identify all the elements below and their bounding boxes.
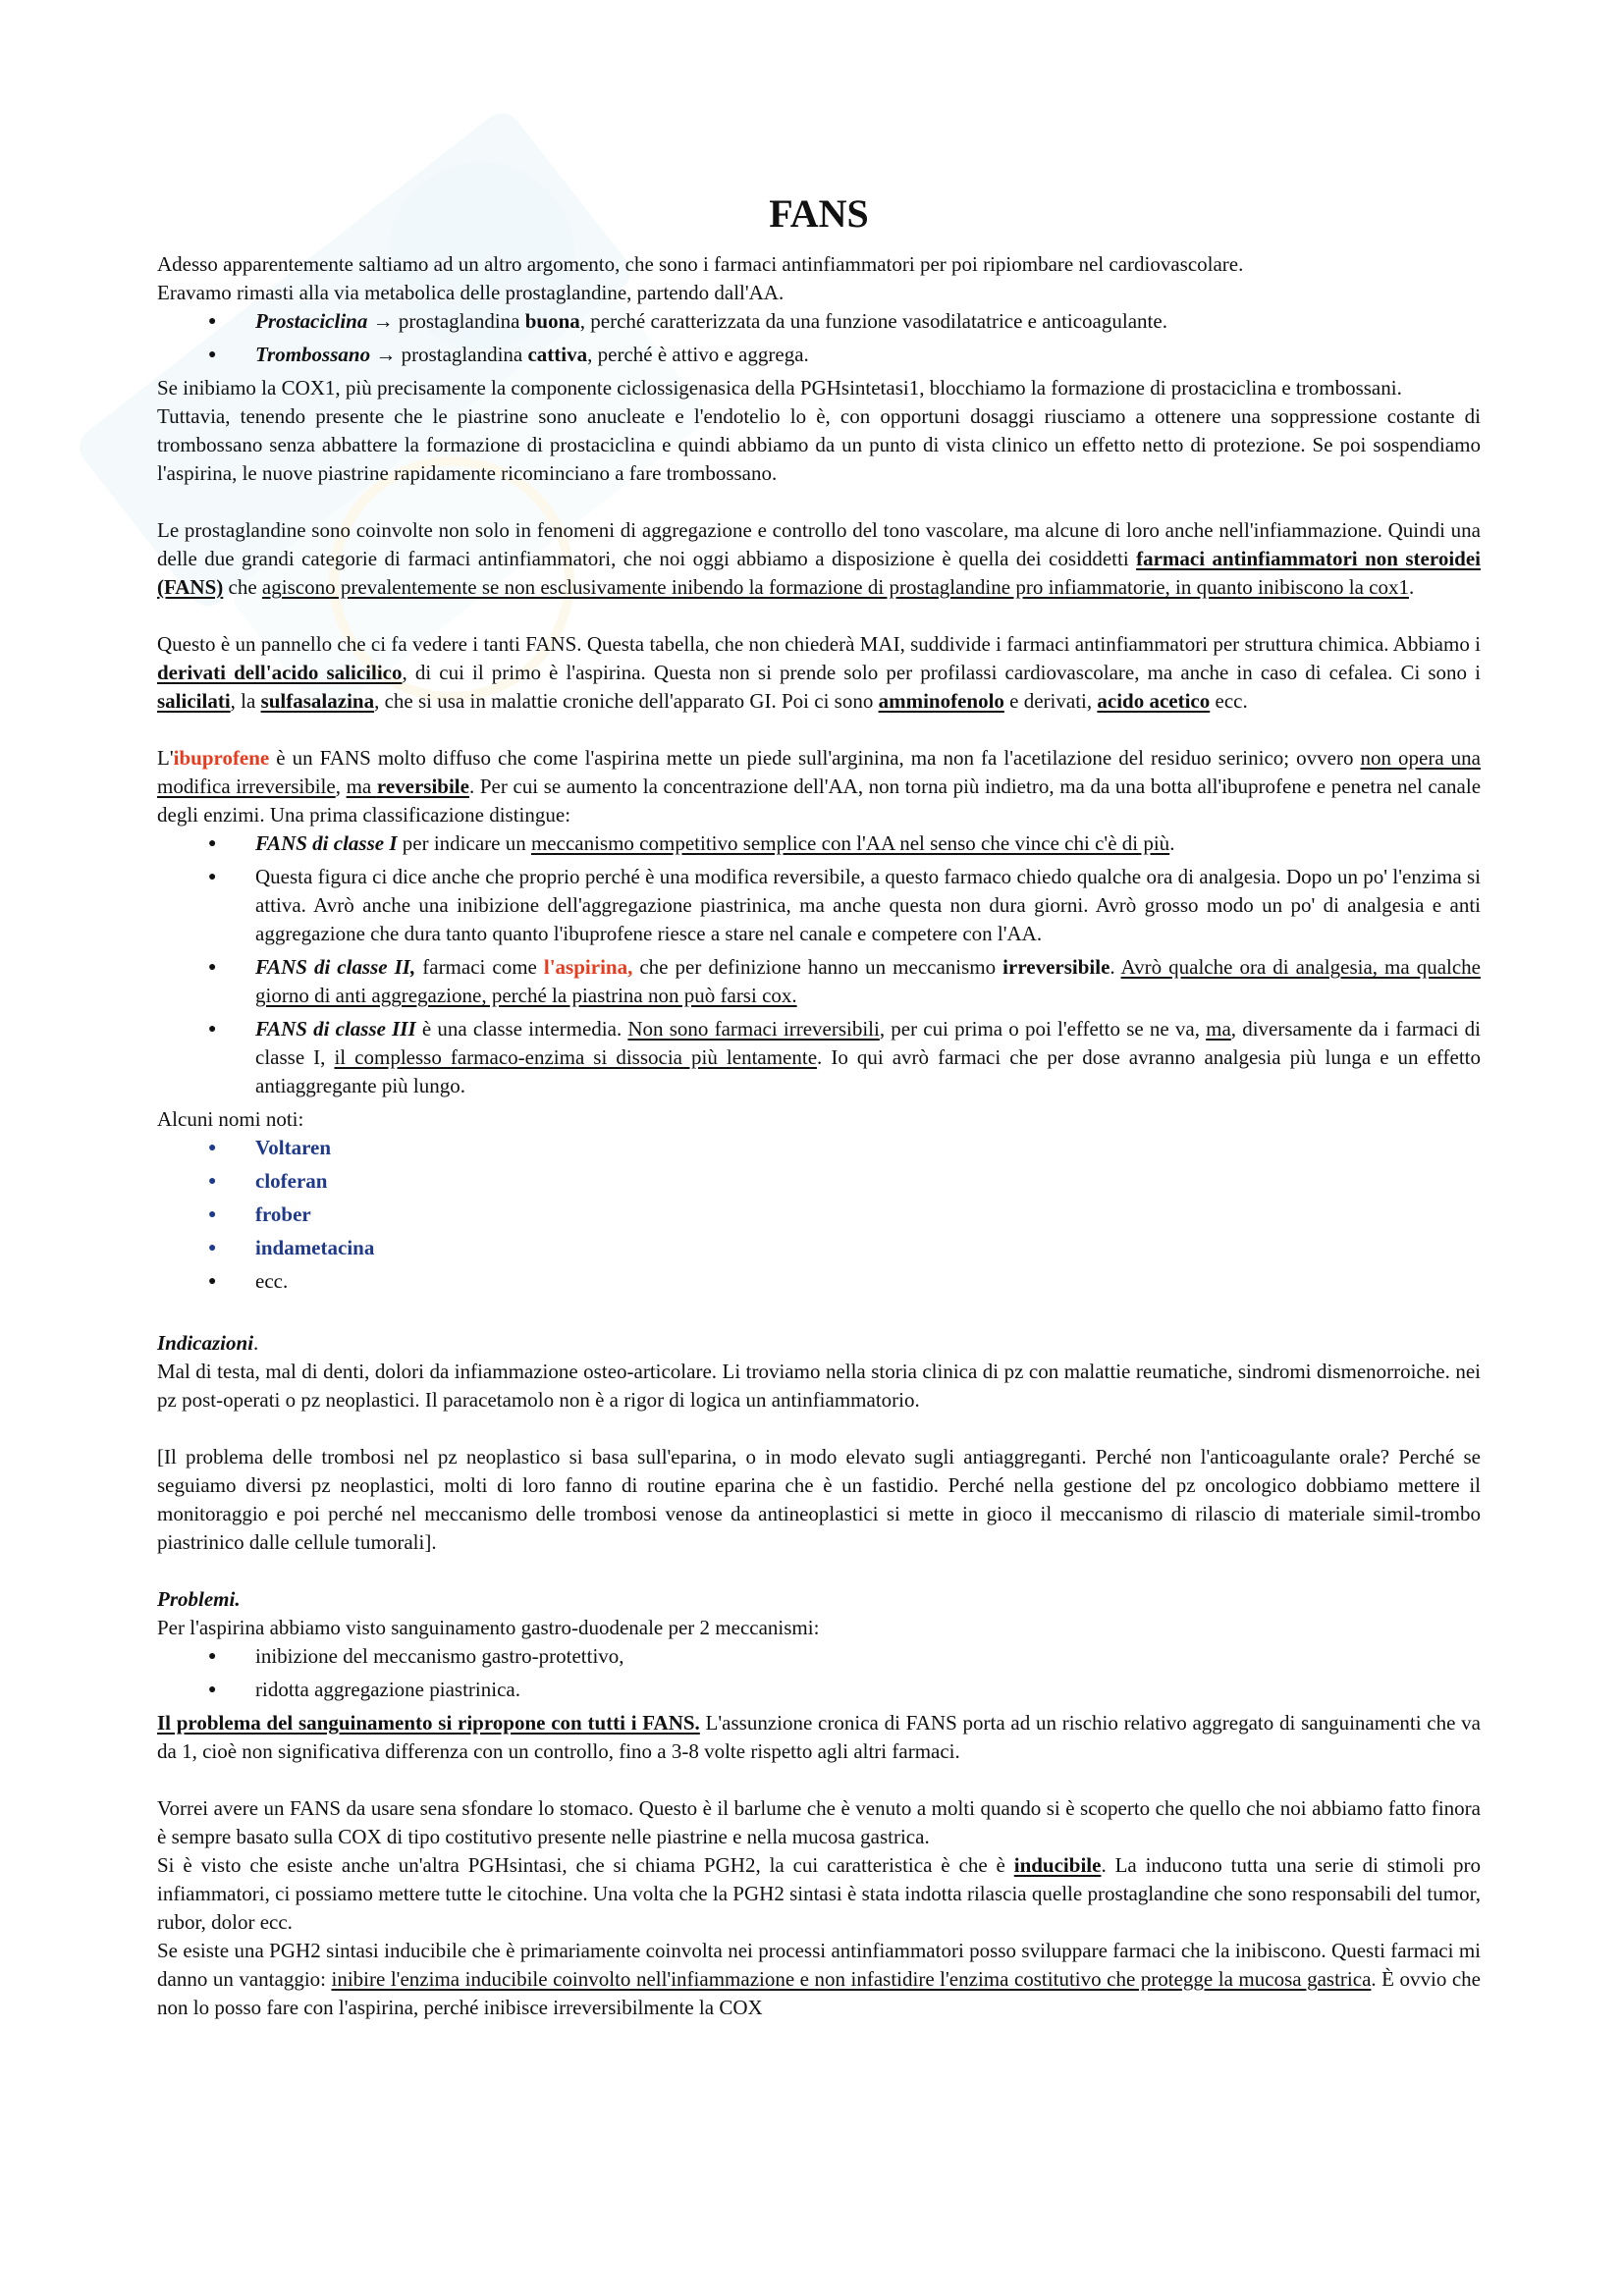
intro-line-2: Eravamo rimasti alla via metabolica delle prostaglandine, partendo dall'AA.: [157, 281, 785, 304]
list-item: ● ecc.: [157, 1267, 1481, 1296]
list-item: ● FANS di classe I per indicare un meccanismo competitivo semplice con l'AA nel senso che vince chi c'è di più.: [157, 829, 1481, 858]
paragraph-inducibile: Se esiste una PGH2 sintasi inducibile che è primariamente coinvolta nei processi antinfiammatori posso sviluppare farmaci che la inibiscono. Questi farmaci mi danno un vantaggio: inibire l'enzima inducibile coinvolto nell'infiammazione e non infastidire l'enzima costitutivo che protegge la mucosa gastrica. È ovvio che non lo posso fare con l'aspirina, perché inibisce irreversibilmente la COX: [157, 1939, 1481, 2019]
list-item: ● Prostaciclina → prostaglandina buona, perché caratterizzata da una funzione vasodilatatrice e anticoagulante.: [157, 307, 1481, 336]
list-item: ● Questa figura ci dice anche che proprio perché è una modifica reversibile, a questo farmaco chiedo qualche ora di analgesia. Dopo un po' l'enzima si attiva. Avrò anche una inibizione dell'aggregazione piastrinica, ma anche questa non dura giorni. Avrò grosso modo un po' di analgesia e anti aggregazione che dura tanto quanto l'ibuprofene riesce a stare nel canale e competere con l'AA.: [157, 863, 1481, 948]
paragraph-sanguinamento: Il problema del sanguinamento si ripropone con tutti i FANS. L'assunzione cronica di FANS porta ad un rischio relativo aggregato di sanguinamenti che va da 1, cioè non significativa differenza con un controllo, fino a 3-8 volte rispetto agli altri farmaci.: [157, 1711, 1482, 1763]
list-item: ● Voltaren: [157, 1134, 1481, 1162]
list-item: ● indametacina: [157, 1234, 1481, 1262]
paragraph-ibuprofene: L'ibuprofene è un FANS molto diffuso che come l'aspirina mette un piede sull'arginina, ma non fa l'acetilazione del residuo serinico; ovvero non opera una modifica irreversibile, ma reversibile. Per cui se aumento la concentrazione dell'AA, non torna più indietro, ma da una botta all'ibuprofene e penetra nel canale degli enzimi. Una prima classificazione distingue:: [157, 746, 1482, 827]
drug-names-list: [157, 1134, 1481, 1296]
paragraph-cox: Se inibiamo la COX1, più precisamente la componente ciclossigenasica della PGHsintetasi1, blocchiamo la formazione di prostaciclina e trombossani.: [157, 376, 1402, 400]
list-item: ● Trombossano → prostaglandina cattiva, perché è attivo e aggrega.: [157, 341, 1481, 369]
intro-line-1: Adesso apparentemente saltiamo ad un altro argomento, che sono i farmaci antinfiammatori per poi ripiombare nel cardiovascolare.: [157, 252, 1244, 276]
prostaglandin-list: [157, 307, 1481, 369]
fans-class-list: [157, 829, 1481, 1100]
paragraph-tuttavia: Tuttavia, tenendo presente che le piastrine sono anucleate e l'endotelio lo è, con opportuni dosaggi riusciamo a ottenere una soppressione costante di trombossano senza abbattere la formazione di prostaciclina e quindi abbiamo da un punto di vista clinico un effetto netto di protezione. Se poi sospendiamo l'aspirina, le nuove piastrine rapidamente ricominciano a fare trombossano.: [157, 404, 1481, 485]
document-page: [157, 191, 1481, 2022]
problems-intro: Per l'aspirina abbiamo visto sanguinamento gastro-duodenale per 2 meccanismi:: [157, 1616, 820, 1639]
list-item: ● inibizione del meccanismo gastro-protettivo,: [157, 1642, 1481, 1671]
paragraph-stomaco: Vorrei avere un FANS da usare sena sfondare lo stomaco. Questo è il barlume che è venuto a molti quando si è scoperto che quello che noi abbiamo fatto finora è sempre basato sulla COX di tipo costitutivo presente nelle piastrine e nella mucosa gastrica.: [157, 1796, 1481, 1848]
paragraph-indications: Mal di testa, mal di denti, dolori da infiammazione osteo-articolare. Li troviamo nella storia clinica di pz con malattie reumatiche, sindromi dismenorroiche. nei pz post-operati o pz neoplastici. Il paracetamolo non è a rigor di logica un antinfiammatorio.: [157, 1360, 1481, 1412]
list-item: ● ridotta aggregazione piastrinica.: [157, 1676, 1481, 1704]
page-title: FANS: [769, 191, 869, 236]
list-item: ● frober: [157, 1201, 1481, 1229]
list-item: ● FANS di classe III è una classe intermedia. Non sono farmaci irreversibili, per cui prima o poi l'effetto se ne va, ma, diversamente da i farmaci di classe I, il complesso farmaco-enzima si dissocia più lentamente. Io qui avrò farmaci che per dose avranno analgesia più lunga e un effetto antiaggregante più lungo.: [157, 1015, 1481, 1100]
list-item: ● FANS di classe II, farmaci come l'aspirina, che per definizione hanno un meccanismo irreversibile. Avrò qualche ora di analgesia, ma qualche giorno di anti aggregazione, perché la piastrina non può farsi cox.: [157, 953, 1481, 1010]
problems-heading: Problemi.: [157, 1587, 241, 1611]
paragraph-pgh2: Si è visto che esiste anche un'altra PGHsintasi, che si chiama PGH2, la cui caratteristica è che è inducibile. La inducono tutta una serie di stimoli pro infiammatori, ci possiamo mettere tutte le citochine. Una volta che la PGH2 sintasi è stata indotta rilascia quelle prostaglandine che sono responsabili del tumor, rubor, dolor ecc.: [157, 1853, 1482, 1934]
names-heading: Alcuni nomi noti:: [157, 1107, 304, 1131]
problems-list: [157, 1642, 1481, 1704]
indications-heading: Indicazioni.: [157, 1331, 259, 1355]
paragraph-trombosi: [Il problema delle trombosi nel pz neoplastico si basa sull'eparina, o in modo elevato sugli antiaggreganti. Perché non l'anticoagulante orale? Perché se seguiamo diversi pz neoplastici, molti di loro fanno di routine eparina che è un fastidio. Perché nella gestione del pz oncologico dobbiamo mettere il monitoraggio e poi perché nel meccanismo delle trombosi venose da antineoplastici si mette in gioco il meccanismo di rilascio di materiale simil-trombo piastrinico dalle cellule tumorali].: [157, 1445, 1481, 1554]
paragraph-prostaglandine: Le prostaglandine sono coinvolte non solo in fenomeni di aggregazione e controllo del tono vascolare, ma alcune di loro anche nell'infiammazione. Quindi una delle due grandi categorie di farmaci antinfiammatori, che noi oggi abbiamo a disposizione è quella dei cosiddetti farmaci antinfiammatori non steroidei (FANS) che agiscono prevalentemente se non esclusivamente inibendo la formazione di prostaglandine pro infiammatorie, in quanto inibiscono la cox1.: [157, 518, 1481, 599]
paragraph-pannello: Questo è un pannello che ci fa vedere i tanti FANS. Questa tabella, che non chiederà MAI, suddivide i farmaci antinfiammatori per struttura chimica. Abbiamo i derivati dell'acido salicilico, di cui il primo è l'aspirina. Questa non si prende solo per profilassi cardiovascolare, ma anche in caso di cefalea. Ci sono i salicilati, la sulfasalazina, che si usa in malattie croniche dell'apparato GI. Poi ci sono amminofenolo e derivati, acido acetico ecc.: [157, 632, 1481, 713]
list-item: ● cloferan: [157, 1167, 1481, 1196]
